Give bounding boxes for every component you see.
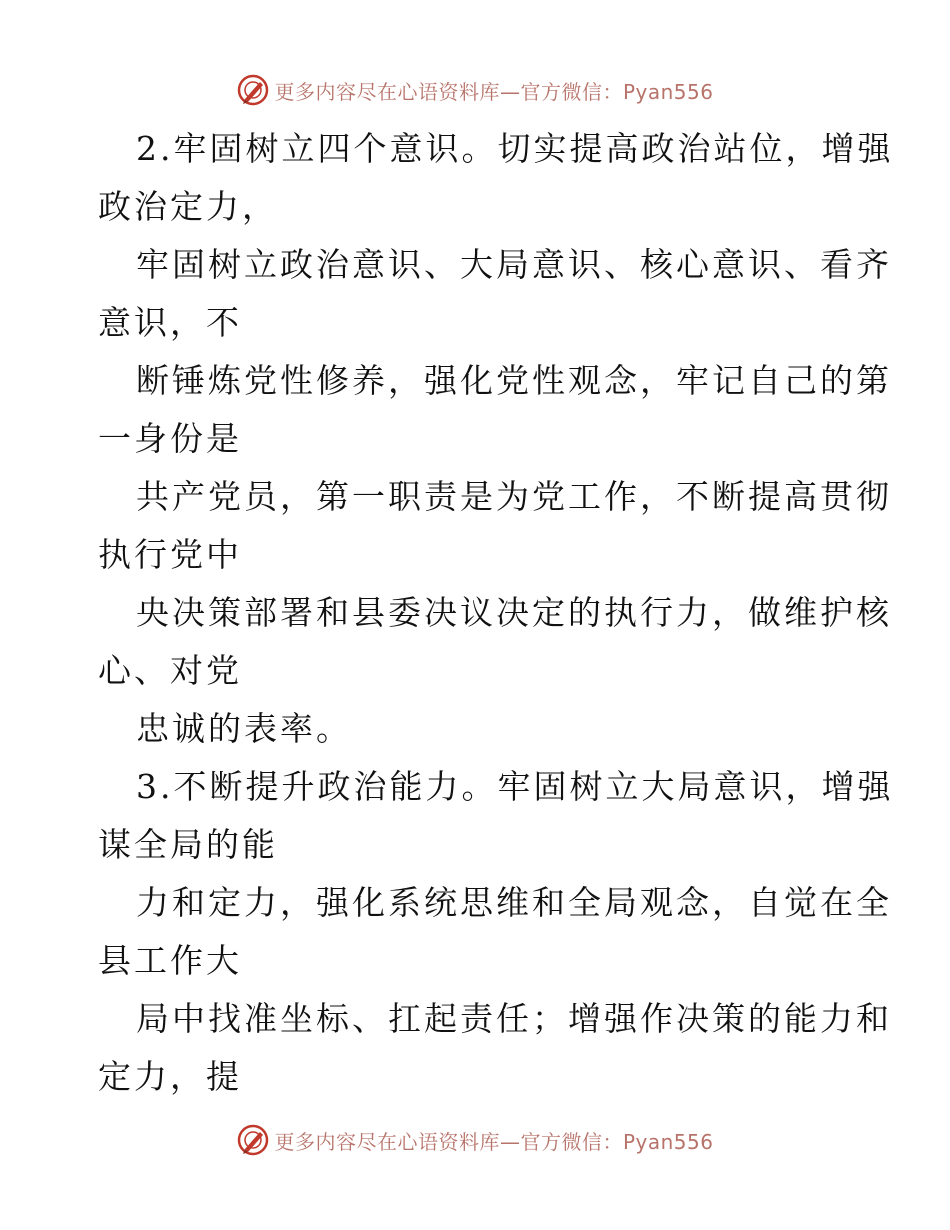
watermark-footer: [0, 1120, 950, 1160]
text-line: 3.不断提升政治能力。牢固树立大局意识，增强: [136, 767, 894, 806]
watermark-logo-icon: [236, 73, 270, 107]
watermark-text: 更多内容尽在心语资料库—官方微信：Pyan556: [274, 79, 714, 104]
watermark-logo-icon: [236, 1123, 270, 1157]
text-line: 忠诚的表率。: [136, 709, 352, 748]
text-line: 意识，不: [98, 303, 242, 342]
text-line: 共产党员，第一职责是为党工作，不断提高贯彻: [136, 477, 892, 516]
text-line: 一身份是: [98, 419, 242, 458]
text-line: 央决策部署和县委决议决定的执行力，做维护核: [136, 593, 892, 632]
text-line: 力和定力，强化系统思维和全局观念，自觉在全: [136, 883, 892, 922]
watermark-text: 更多内容尽在心语资料库—官方微信：Pyan556: [274, 1129, 714, 1154]
text-line: 定力，提: [98, 1057, 242, 1096]
text-line: 牢固树立政治意识、大局意识、核心意识、看齐: [136, 245, 892, 284]
text-line: 局中找准坐标、扛起责任；增强作决策的能力和: [136, 999, 892, 1038]
text-line: 心、对党: [98, 651, 242, 690]
text-line: 政治定力，: [98, 187, 278, 226]
document-body: [98, 120, 894, 1106]
text-line: 谋全局的能: [98, 825, 278, 864]
watermark-header: [0, 70, 950, 110]
text-line: 执行党中: [98, 535, 242, 574]
text-line: 县工作大: [98, 941, 242, 980]
text-line: 2.牢固树立四个意识。切实提高政治站位，增强: [136, 129, 894, 168]
text-line: 断锤炼党性修养，强化党性观念，牢记自己的第: [136, 361, 892, 400]
